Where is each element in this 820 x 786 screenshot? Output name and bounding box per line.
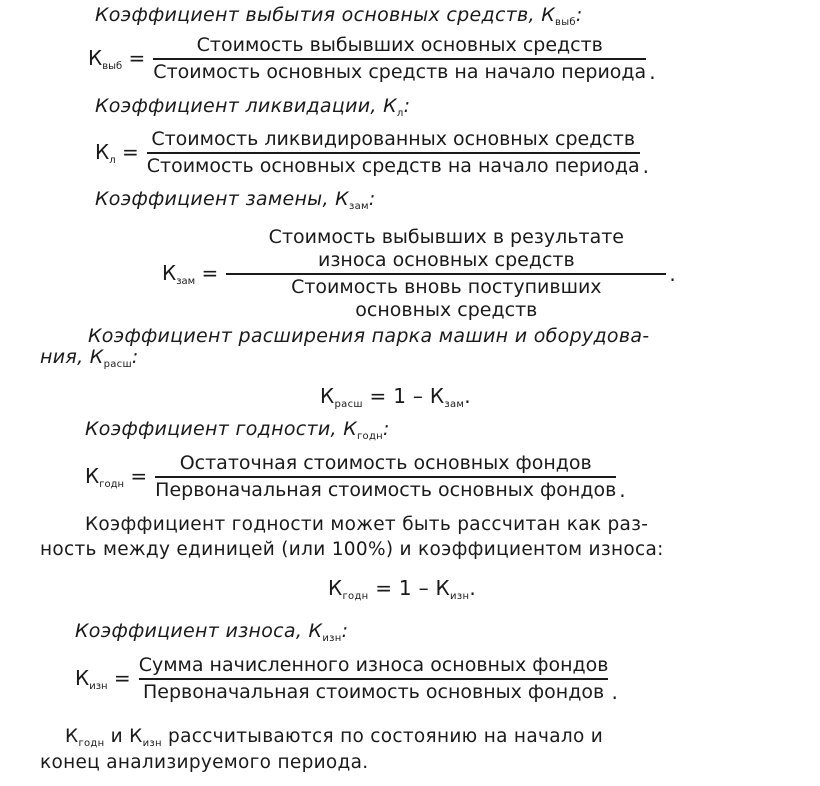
formula-k-rassh [320, 384, 471, 410]
heading-k-izn [75, 620, 348, 644]
formula-k-zam [162, 226, 676, 322]
heading-colon: : [368, 188, 376, 210]
heading-k-vyb [95, 4, 583, 28]
heading-k-rassh-line-1: Коэффициент расширения парка машин и оборудова- [88, 325, 650, 347]
heading-k-zam [95, 188, 376, 212]
formula-lhs [95, 140, 139, 166]
denominator-line-1: Стоимость вновь поступивших [291, 275, 602, 298]
lhs-symbol: К [75, 665, 90, 690]
numerator: Стоимость выбывших основных средств [196, 34, 603, 56]
fraction-bar [139, 678, 609, 680]
footer-line-2: конец анализируемого периода. [40, 752, 369, 773]
formula-k-godn-alt [328, 576, 476, 602]
formula-k-vyb [88, 34, 656, 84]
heading-k-l [95, 95, 410, 119]
heading-colon: : [131, 346, 139, 368]
formula-lhs [85, 464, 147, 490]
equals-sign: = [115, 139, 139, 164]
heading-subscript: изн [322, 633, 342, 644]
heading-subscript: расш [103, 359, 132, 370]
numerator: Стоимость ликвидированных основных средств [151, 128, 636, 150]
heading-text: ния, К [40, 346, 104, 368]
equals-sign: = [124, 463, 148, 488]
fraction-body [139, 654, 609, 704]
fraction-bar [153, 58, 646, 60]
denominator: Первоначальная стоимость основных фондов [143, 680, 605, 703]
footer-k-godn-subscript: годн [78, 738, 105, 749]
lhs-subscript: изн [89, 680, 108, 692]
formula-k-godn [85, 452, 626, 502]
numerator-line-1: Стоимость выбывших в результате [268, 226, 624, 248]
rhs-subscript: изн [450, 591, 470, 602]
denominator: Первоначальная стоимость основных фондов [155, 478, 617, 501]
formula-period: . [611, 679, 618, 704]
heading-text: Коэффициент замены, К [95, 188, 349, 210]
equals-sign: = [107, 665, 131, 690]
footer-k-godn: К [65, 726, 79, 747]
note-godn-line-2: ность между единицей (или 100%) и коэффициентом износа: [40, 539, 664, 560]
fraction-body [226, 226, 666, 322]
heading-text: Коэффициент ликвидации, К [95, 95, 397, 117]
fraction-body [155, 452, 616, 502]
lhs-symbol: К [95, 139, 110, 164]
heading-colon: : [341, 620, 349, 642]
lhs-symbol: К [162, 260, 177, 285]
formula-period: . [464, 384, 471, 408]
formula-period: . [642, 153, 649, 178]
lhs-subscript: годн [342, 591, 369, 602]
lhs-symbol: К [85, 463, 100, 488]
heading-text: Коэффициент износа, К [75, 620, 323, 642]
denominator: Стоимость основных средств на начало периода [153, 60, 647, 83]
footer-and-k: и К [104, 726, 143, 747]
fraction-body [153, 34, 646, 84]
footer-text: рассчитываются по состоянию на начало и [161, 726, 604, 747]
fraction-bar [155, 476, 616, 478]
numerator: Сумма начисленного износа основных фондов [138, 654, 609, 676]
heading-subscript: л [396, 108, 404, 119]
lhs-subscript: расш [334, 399, 363, 410]
lhs-symbol: К [88, 45, 103, 70]
lhs-subscript: годн [99, 478, 125, 490]
numerator-line-2: износа основных средств [317, 249, 575, 271]
lhs-subscript: л [109, 154, 116, 166]
lhs-symbol: К [328, 576, 343, 600]
formula-k-l [95, 128, 649, 178]
lhs-subscript: выб [102, 60, 123, 72]
heading-subscript: выб [555, 17, 576, 28]
formula-period: . [649, 59, 656, 84]
denominator: Стоимость основных средств на начало периода [146, 154, 640, 177]
equals-sign: = [195, 260, 219, 285]
fraction-bar [147, 152, 640, 154]
footer-line-1 [65, 726, 603, 749]
equals-sign: = [122, 45, 146, 70]
heading-colon: : [403, 95, 411, 117]
lhs-symbol: К [320, 384, 335, 408]
heading-k-godn [85, 418, 390, 442]
note-godn-line-1: Коэффициент годности может быть рассчитан как раз- [85, 514, 649, 535]
formula-lhs [88, 46, 145, 72]
fraction-bar [226, 273, 666, 275]
fraction-body [147, 128, 640, 178]
lhs-subscript: зам [176, 275, 196, 287]
numerator: Остаточная стоимость основных фондов [179, 452, 592, 474]
formula-period: . [669, 261, 676, 286]
heading-text: Коэффициент годности, К [85, 418, 357, 440]
heading-subscript: зам [348, 201, 369, 212]
heading-subscript: годн [357, 431, 384, 442]
rhs-subscript: зам [444, 399, 465, 410]
formula-middle: = 1 – К [362, 384, 445, 408]
footer-k-izn-subscript: изн [142, 738, 162, 749]
heading-colon: : [383, 418, 390, 440]
formula-middle: = 1 – К [368, 576, 451, 600]
formula-period: . [469, 576, 476, 600]
heading-text: Коэффициент выбытия основных средств, К [95, 4, 556, 26]
heading-colon: : [575, 4, 583, 26]
denominator-line-2: основных средств [355, 298, 538, 321]
formula-lhs [162, 261, 218, 287]
formula-lhs [75, 666, 131, 692]
formula-period: . [619, 477, 626, 502]
heading-k-rassh-line-2 [40, 346, 139, 370]
formula-k-izn [75, 654, 618, 704]
